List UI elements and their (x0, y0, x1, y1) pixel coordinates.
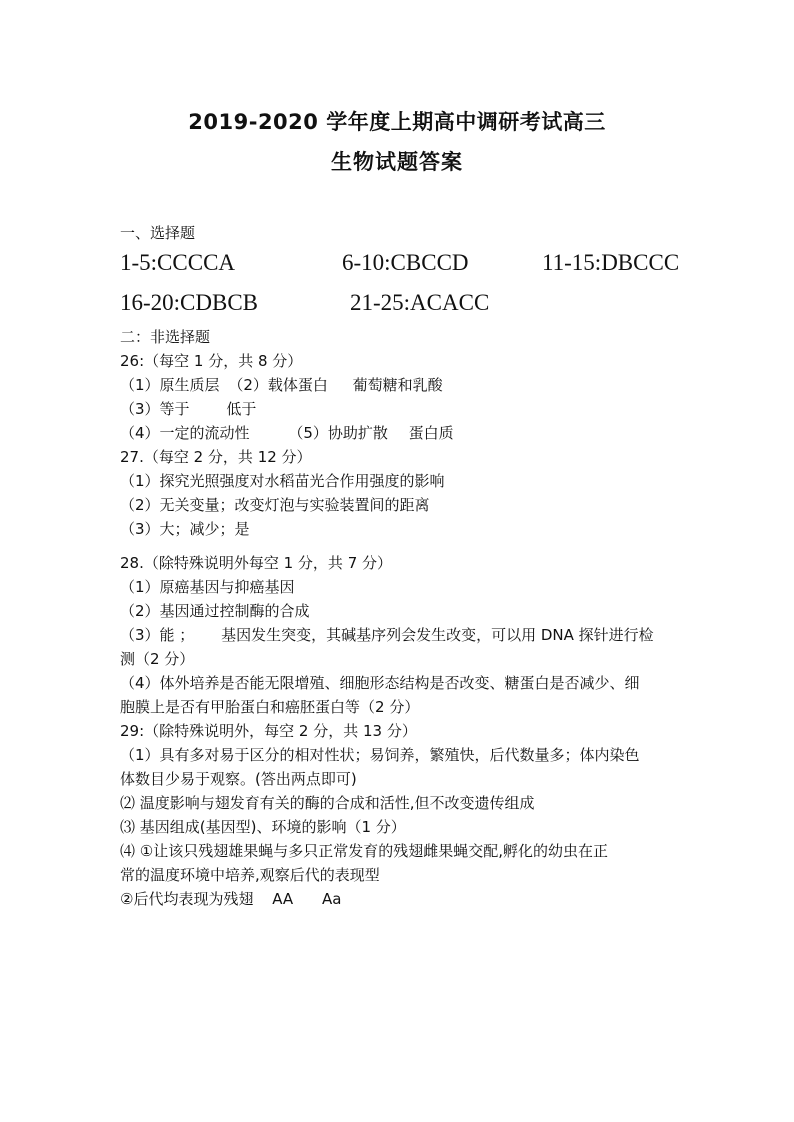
q29-answer-genotype-1: AA (272, 890, 294, 908)
q26-heading: 26:（每空 1 分，共 8 分） (120, 352, 303, 370)
q27-line-1: （1）探究光照强度对水稻苗光合作用强度的影响 (120, 472, 445, 490)
section-heading-nonchoice: 二：非选择题 (120, 328, 211, 346)
q26-answer-3b: 低于 (226, 400, 257, 418)
q26-answer-1: （1）原生质层 (120, 376, 220, 394)
q29-line-2: 体数目少易于观察。(答出两点即可) (120, 770, 357, 788)
q29-line-6: 常的温度环境中培养,观察后代的表现型 (120, 866, 380, 884)
q29-line-7 (120, 888, 690, 909)
q28-answer-3a: （3）能 ； (120, 626, 195, 644)
q26-line-3 (120, 422, 690, 443)
q29-line-3: ⑵ 温度影响与翅发育有关的酶的合成和活性,但不改变遗传组成 (120, 794, 535, 812)
q26-answer-5b: 蛋白质 (408, 424, 454, 442)
q27-line-3: （3）大；减少；是 (120, 520, 250, 538)
q27-heading: 27.（每空 2 分，共 12 分） (120, 448, 312, 466)
q28-line-6: 胞膜上是否有甲胎蛋白和癌胚蛋白等（2 分） (120, 698, 420, 716)
q28-line-4: 测（2 分） (120, 650, 195, 668)
choice-answer-1-5: 1-5:CCCCA (120, 250, 236, 275)
q28-heading: 28.（除特殊说明外每空 1 分，共 7 分） (120, 554, 393, 572)
q28-line-5: （4）体外培养是否能无限增殖、细胞形态结构是否改变、糖蛋白是否减少、细 (120, 674, 640, 692)
q28-line-3 (120, 624, 690, 645)
choice-answer-16-20: 16-20:CDBCB (120, 290, 259, 315)
q26-line-2 (120, 398, 690, 419)
q26-answer-5: （5）协助扩散 (288, 424, 388, 442)
q29-heading: 29:（除特殊说明外，每空 2 分，共 13 分） (120, 722, 417, 740)
page-title: 2019-2020 学年度上期高中调研考试高三 (188, 110, 606, 134)
q29-line-1: （1）具有多对易于区分的相对性状；易饲养，繁殖快，后代数量多；体内染色 (120, 746, 640, 764)
q28-line-2: （2）基因通过控制酶的合成 (120, 602, 310, 620)
q26-answer-2: （2）载体蛋白 (228, 376, 328, 394)
q29-line-5: ⑷ ①让该只残翅雄果蝇与多只正常发育的残翅雌果蝇交配,孵化的幼虫在正 (120, 842, 608, 860)
section-heading-choice: 一、选择题 (120, 224, 196, 242)
choice-answer-6-10: 6-10:CBCCD (342, 250, 469, 275)
q29-line-4: ⑶ 基因组成(基因型)、环境的影响（1 分） (120, 818, 406, 836)
q28-answer-3b: 基因发生突变，其碱基序列会发生改变，可以用 DNA 探针进行检 (221, 626, 654, 644)
choice-answer-21-25: 21-25:ACACC (350, 290, 490, 315)
q26-answer-4: （4）一定的流动性 (120, 424, 250, 442)
q27-line-2: （2）无关变量；改变灯泡与实验装置间的距离 (120, 496, 430, 514)
choice-answer-11-15: 11-15:DBCCC (542, 250, 680, 275)
q26-answer-2b: 葡萄糖和乳酸 (352, 376, 443, 394)
page-subtitle: 生物试题答案 (331, 150, 463, 174)
q29-answer-genotype-2: Aa (321, 890, 342, 908)
q28-line-1: （1）原癌基因与抑癌基因 (120, 578, 295, 596)
q29-answer-phenotype: ②后代均表现为残翅 (120, 890, 254, 908)
q26-line-1 (120, 374, 690, 395)
q26-answer-3: （3）等于 (120, 400, 190, 418)
